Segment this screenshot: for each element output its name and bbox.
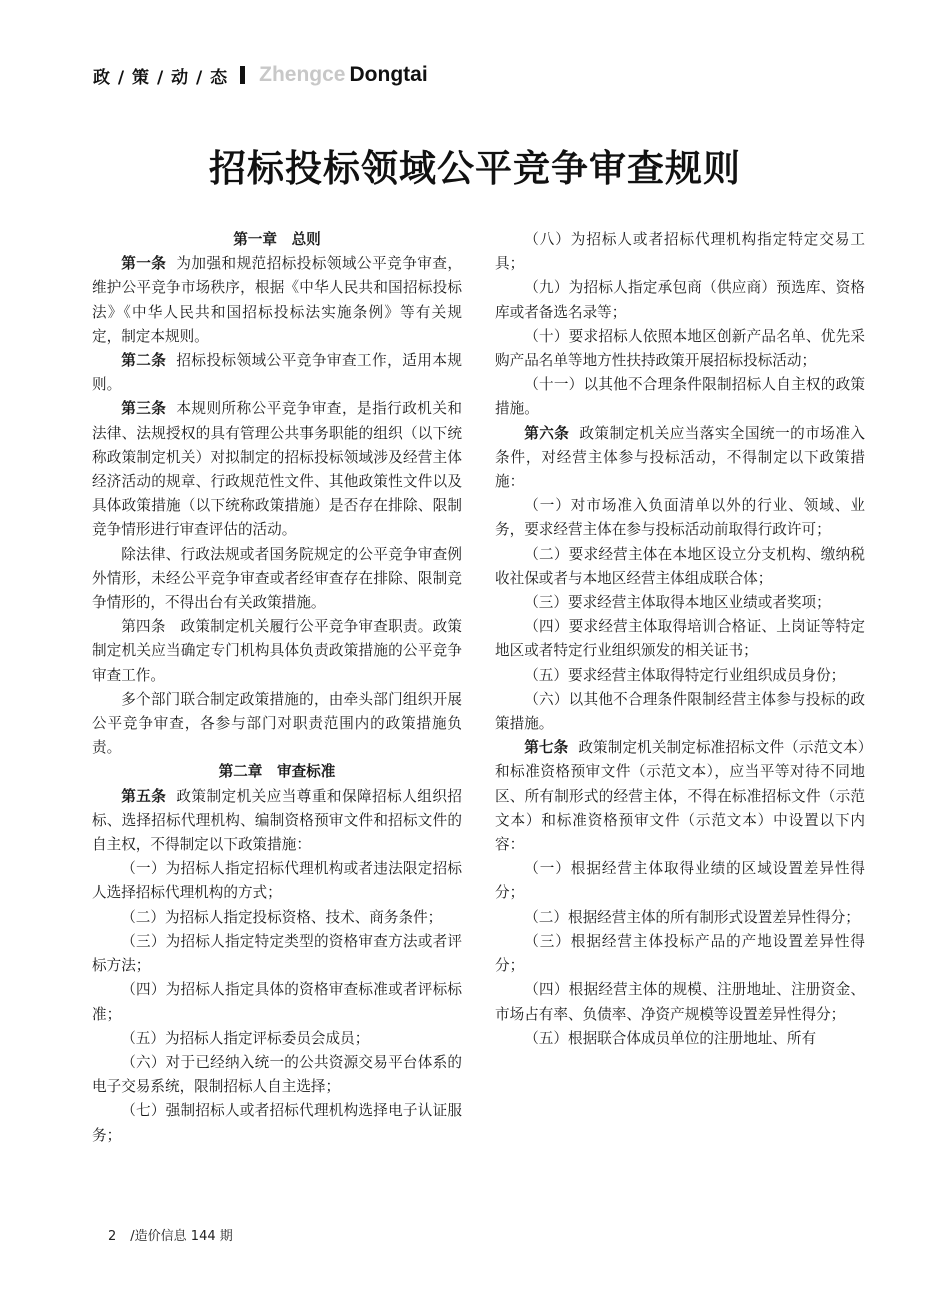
article-5-item: （四）为招标人指定具体的资格审查标准或者评标标准； <box>92 981 462 1023</box>
article-6-text: 政策制定机关应当落实全国统一的市场准入条件，对经营主体参与投标活动，不得制定以下政策措施： <box>495 424 865 491</box>
right-column <box>495 228 865 1051</box>
article-1 <box>92 252 462 349</box>
article-6-item: （三）要求经营主体取得本地区业绩或者奖项； <box>524 594 831 612</box>
article-5-text: 政策制定机关应当尊重和保障招标人组织招标、选择招标代理机构、编制资格预审文件和招标文件的自主权，不得制定以下政策措施： <box>92 787 462 854</box>
article-7-item: （五）根据联合体成员单位的注册地址、所有 <box>524 1029 817 1047</box>
article-6-item: （四）要求经营主体取得培训合格证、上岗证等特定地区或者特定行业组织颁发的相关证书； <box>495 618 865 660</box>
article-7-item: （四）根据经营主体的规模、注册地址、注册资金、市场占有率、负债率、净资产规模等设置差异性得分； <box>495 981 865 1023</box>
chapter-2-heading: 第二章 审查标准 <box>218 763 336 781</box>
article-5-item: （七）强制招标人或者招标代理机构选择电子认证服务； <box>92 1102 462 1144</box>
article-2-text: 招标投标领域公平竞争审查工作，适用本规则。 <box>92 352 462 394</box>
article-6-item: （一）对市场准入负面清单以外的行业、领域、业务，要求经营主体在参与投标活动前取得行政许可； <box>495 497 865 539</box>
article-5-item: （九）为招标人指定承包商（供应商）预选库、资格库或者备选名录等； <box>495 279 865 321</box>
article-4: 第四条 政策制定机关履行公平竞争审查职责。政策制定机关应当确定专门机构具体负责政策措施的公平竞争审查工作。 <box>92 618 462 684</box>
article-7-item: （一）根据经营主体取得业绩的区域设置差异性得分； <box>495 860 865 902</box>
article-6-label: 第六条 <box>524 424 570 442</box>
article-6 <box>495 422 865 495</box>
section-label-cn: 政 / 策 / 动 / 态 <box>93 67 229 88</box>
article-title: 招标投标领域公平竞争审查规则 <box>209 146 741 190</box>
article-7 <box>495 736 865 857</box>
article-5-item: （一）为招标人指定招标代理机构或者违法限定招标人选择招标代理机构的方式； <box>92 860 462 902</box>
article-5-item: （八）为招标人或者招标代理机构指定特定交易工具； <box>495 231 865 273</box>
article-7-text: 政策制定机关制定标准招标文件（示范文本）和标准资格预审文件（示范文本），应当平等对待不同地区、所有制形式的经营主体，不得在标准招标文件（示范文本）和标准资格预审文件（示范文本）中设置以下内容： <box>495 739 865 854</box>
article-1-label: 第一条 <box>121 255 167 273</box>
article-6-item: （六）以其他不合理条件限制经营主体参与投标的政策措施。 <box>495 690 865 733</box>
article-2-label: 第二条 <box>121 352 167 370</box>
article-3-text: 本规则所称公平竞争审查，是指行政机关和法律、法规授权的具有管理公共事务职能的组织（以下统称政策制定机关）对拟制定的招标投标领域涉及经营主体经济活动的规章、行政规范性文件、其他政策性文件以及具体政策措施（以下统称政策措施）是否存在排除、限制竞争情形进行审查评估的活动。 <box>92 400 462 539</box>
publication-name: /造价信息 144 期 <box>130 1229 233 1244</box>
left-column <box>92 228 462 1148</box>
page-footer <box>108 1225 233 1244</box>
page-number: 2 <box>108 1229 117 1244</box>
article-5-item: （二）为招标人指定投标资格、技术、商务条件； <box>121 908 443 926</box>
article-3-para-2: 除法律、行政法规或者国务院规定的公平竞争审查例外情形，未经公平竞争审查或者经审查存在排除、限制竞争情形的，不得出台有关政策措施。 <box>92 545 462 612</box>
section-label-en-2: Dongtai <box>349 63 428 86</box>
article-3-label: 第三条 <box>121 400 167 418</box>
article-7-item: （二）根据经营主体的所有制形式设置差异性得分； <box>524 908 860 926</box>
article-2 <box>92 349 462 397</box>
article-5-item: （六）对于已经纳入统一的公共资源交易平台体系的电子交易系统，限制招标人自主选择； <box>92 1053 462 1096</box>
article-4-para-2: 多个部门联合制定政策措施的，由牵头部门组织开展公平竞争审查，各参与部门对职责范围内的政策措施负责。 <box>92 690 462 757</box>
article-6-item: （二）要求经营主体在本地区设立分支机构、缴纳税收社保或者与本地区经营主体组成联合体； <box>495 545 865 587</box>
header-divider-bar <box>240 66 245 84</box>
article-6-item: （五）要求经营主体取得特定行业组织成员身份； <box>524 666 846 684</box>
article-5-item: （三）为招标人指定特定类型的资格审查方法或者评标方法； <box>92 932 462 975</box>
chapter-1-heading: 第一章 总则 <box>233 231 321 248</box>
article-5-label: 第五条 <box>121 787 167 805</box>
section-header <box>93 60 428 90</box>
article-3 <box>92 397 462 542</box>
article-5-item: （十一）以其他不合理条件限制招标人自主权的政策措施。 <box>495 376 865 418</box>
article-1-text: 为加强和规范招标投标领域公平竞争审查，维护公平竞争市场秩序，根据《中华人民共和国招标投标法》《中华人民共和国招标投标法实施条例》等有关规定，制定本规则。 <box>92 255 462 345</box>
article-7-item: （三）根据经营主体投标产品的产地设置差异性得分； <box>495 932 865 975</box>
article-5 <box>92 785 462 858</box>
article-5-item: （五）为招标人指定评标委员会成员； <box>121 1029 370 1047</box>
section-label-en-1: Zhengce <box>259 63 346 86</box>
article-7-label: 第七条 <box>524 739 569 757</box>
article-5-item: （十）要求招标人依照本地区创新产品名单、优先采购产品名单等地方性扶持政策开展招标投标活动； <box>495 327 865 370</box>
